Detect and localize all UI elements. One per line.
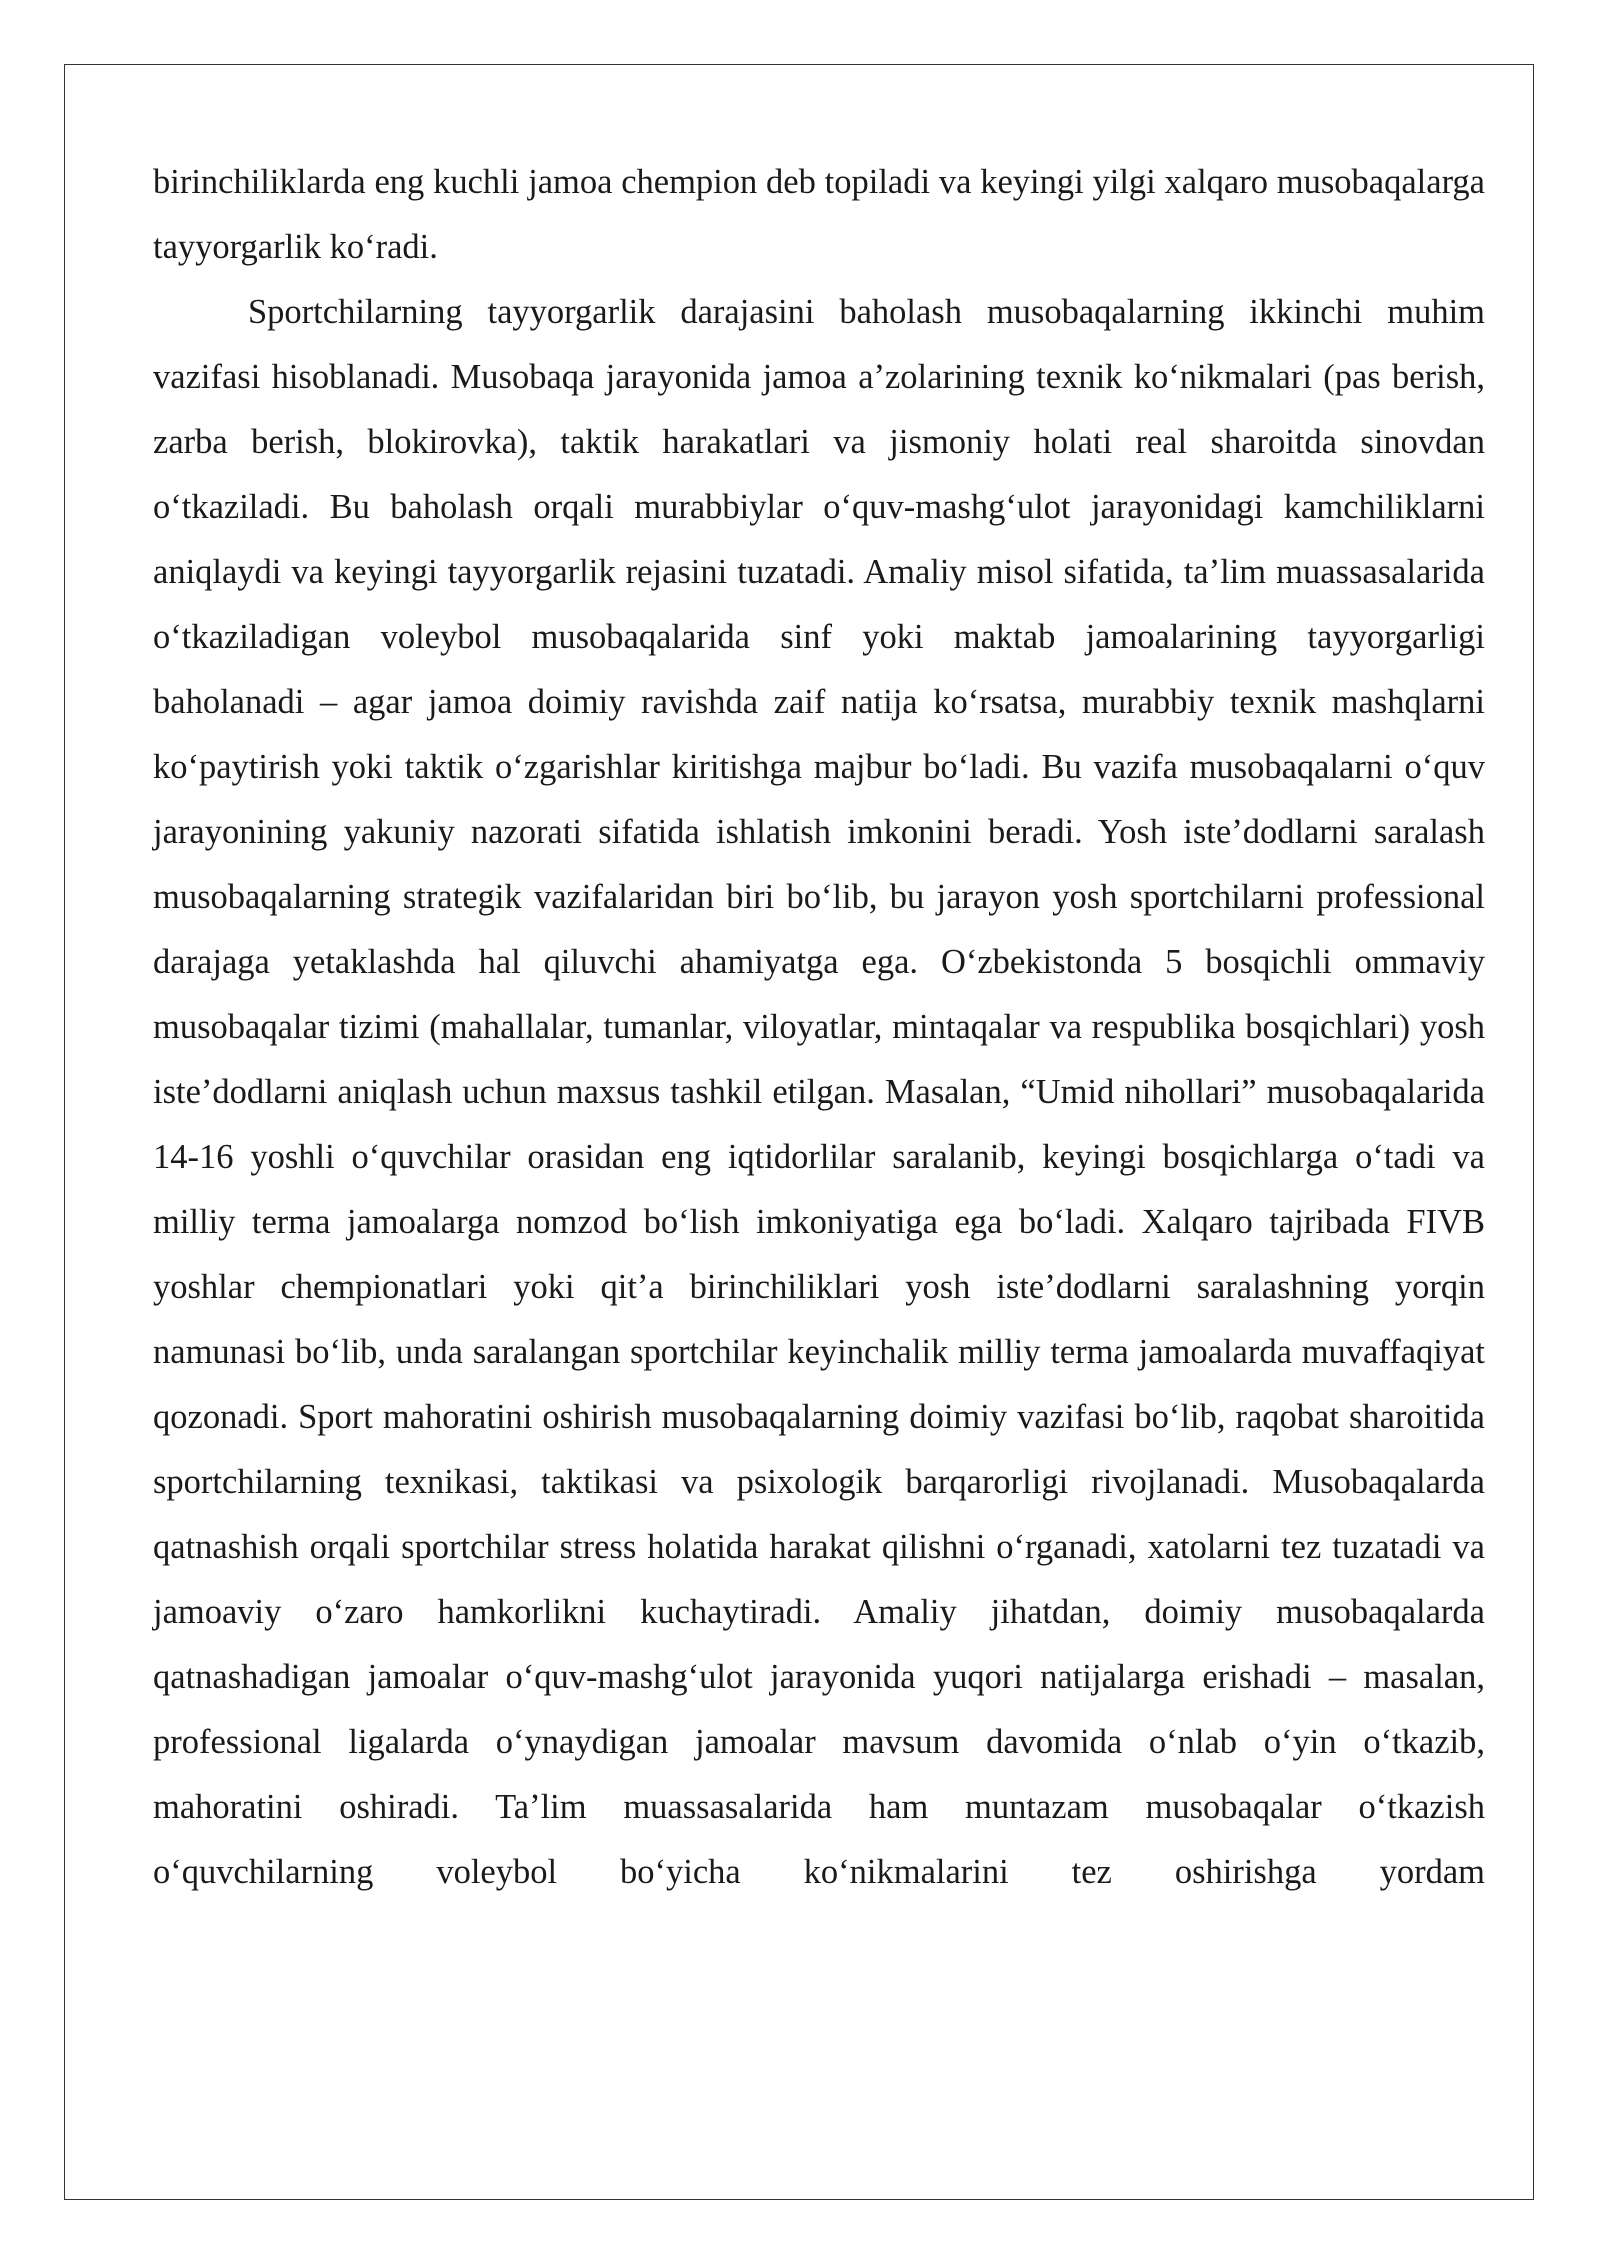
paragraph-main: Sportchilarning tayyorgarlik darajasini baholash musobaqalarning ikkinchi muhim vazifasi hisoblanadi. Musobaqa jarayonida jamoa aʼzolarining texnik koʻnikmalari (pas berish, zarba berish, blokirovka), taktik harakatlari va jismoniy holati real sharoitda sinovdan oʻtkaziladi. Bu baholash orqali murabbiylar oʻquv-mashgʻulot jarayonidagi kamchiliklarni aniqlaydi va keyingi tayyorgarlik rejasini tuzatadi. Amaliy misol sifatida, taʼlim muassasalarida oʻtkaziladigan voleybol musobaqalarida sinf yoki maktab jamoalarining tayyorgarligi baholanadi – agar jamoa doimiy ravishda zaif natija koʻrsatsa, murabbiy texnik mashqlarni koʻpaytirish yoki taktik oʻzgarishlar kiritishga majbur boʻladi. Bu vazifa musobaqalarni oʻquv jarayonining yakuniy nazorati sifatida ishlatish imkonini beradi. Yosh isteʼdodlarni saralash musobaqalarning strategik vazifalaridan biri boʻlib, bu jarayon yosh sportchilarni professional darajaga yetaklashda hal qiluvchi ahamiyatga ega. Oʻzbekistonda 5 bosqichli ommaviy musobaqalar tizimi (mahallalar, tumanlar, viloyatlar, mintaqalar va respublika bosqichlari) yosh isteʼdodlarni aniqlash uchun maxsus tashkil etilgan. Masalan, “Umid nihollari” musobaqalarida 14-16 yoshli oʻquvchilar orasidan eng iqtidorlilar saralanib, keyingi bosqichlarga oʻtadi va milliy terma jamoalarga nomzod boʻlish imkoniyatiga ega boʻladi. Xalqaro tajribada FIVB yoshlar chempionatlari yoki qitʼa birinchiliklari yosh isteʼdodlarni saralashning yorqin namunasi boʻlib, unda saralangan sportchilar keyinchalik milliy terma jamoalarda muvaffaqiyat qozonadi. Sport mahoratini oshirish musobaqalarning doimiy vazifasi boʻlib, raqobat sharoitida sportchilarning texnikasi, taktikasi va psixologik barqarorligi rivojlanadi. Musobaqalarda qatnashish orqali sportchilar stress holatida harakat qilishni oʻrganadi, xatolarni tez tuzatadi va jamoaviy oʻzaro hamkorlikni kuchaytiradi. Amaliy jihatdan, doimiy musobaqalarda qatnashadigan jamoalar oʻquv-mashgʻulot jarayonida yuqori natijalarga erishadi – masalan, professional ligalarda oʻynaydigan jamoalar mavsum davomida oʻnlab oʻyin oʻtkazib, mahoratini oshiradi. Taʼlim muassasalarida ham muntazam musobaqalar oʻtkazish oʻquvchilarning voleybol boʻyicha koʻnikmalarini tez oshirishga yordam [153, 293, 1485, 1891]
paragraph-continuation: birinchiliklarda eng kuchli jamoa chempion deb topiladi va keyingi yilgi xalqaro musobaqalarga tayyorgarlik koʻradi. [153, 163, 1485, 266]
document-body [153, 150, 1485, 1905]
